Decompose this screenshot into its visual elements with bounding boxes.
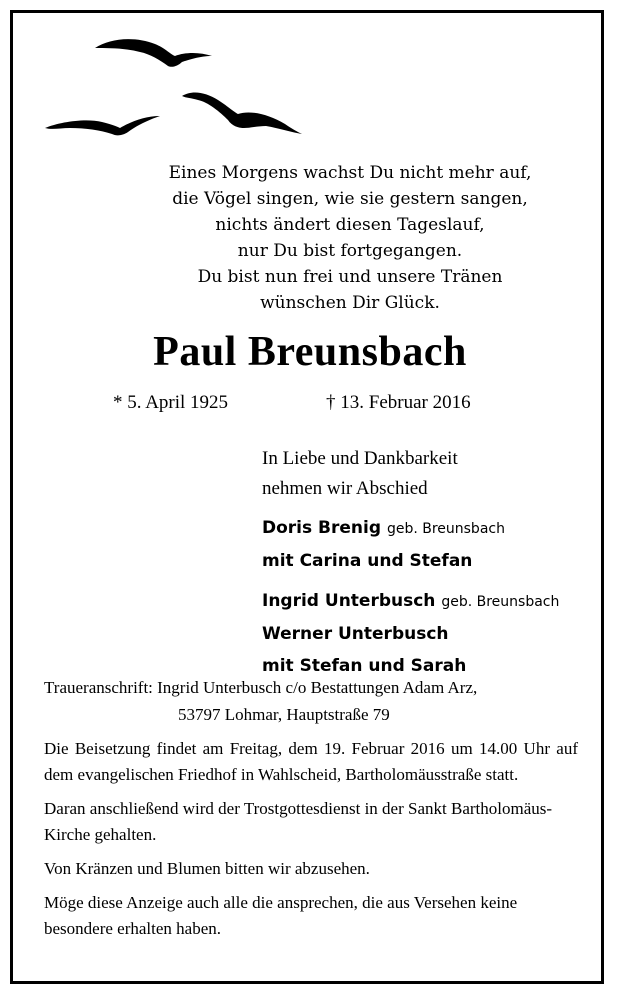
bird-right-icon xyxy=(182,93,302,134)
deceased-name: Paul Breunsbach xyxy=(153,329,467,375)
poem-line: Du bist nun frei und unsere Tränen xyxy=(197,267,503,287)
family-member-line: mit Stefan und Sarah xyxy=(262,656,467,676)
bird-top-icon xyxy=(95,39,212,67)
service-note: Daran anschließend wird der Trostgottesdienst in der Sankt Bartholomäus-Kirche gehalten. xyxy=(44,799,553,844)
family-member-line: mit Carina und Stefan xyxy=(262,551,473,571)
maiden-name: geb. Breunsbach xyxy=(441,594,560,610)
address-line: Traueranschrift: Ingrid Unterbusch c/o Bestattungen Adam Arz, xyxy=(44,678,478,697)
family-group-2 xyxy=(262,585,592,682)
family-member-name: Doris Brenig xyxy=(262,518,382,538)
bird-left-icon xyxy=(45,116,160,135)
poem-line: wünschen Dir Glück. xyxy=(260,293,440,313)
death-date: † 13. Februar 2016 xyxy=(326,392,471,413)
family-name-line xyxy=(262,585,592,618)
birds-illustration xyxy=(40,30,320,150)
family-name-line xyxy=(262,512,592,545)
address-line: 53797 Lohmar, Hauptstraße 79 xyxy=(178,705,390,724)
poem-line: nichts ändert diesen Tageslauf, xyxy=(215,215,485,235)
poem-line: Eines Morgens wachst Du nicht mehr auf, xyxy=(168,163,532,183)
farewell-line: nehmen wir Abschied xyxy=(262,478,428,499)
maiden-name: geb. Breunsbach xyxy=(386,521,505,537)
flowers-note: Von Kränzen und Blumen bitten wir abzusehen. xyxy=(44,859,370,878)
funeral-notes xyxy=(44,736,578,950)
family-member-name: Ingrid Unterbusch xyxy=(262,591,436,611)
farewell-line: In Liebe und Dankbarkeit xyxy=(262,448,458,469)
family-member-line: Werner Unterbusch xyxy=(262,624,449,644)
poem xyxy=(140,160,560,316)
poem-line: die Vögel singen, wie sie gestern sangen, xyxy=(172,189,528,209)
burial-note: Die Beisetzung findet am Freitag, dem 19. Februar 2016 um 14.00 Uhr auf dem evangelischen Friedhof in Wahlscheid, Bartholomäusstraße statt. xyxy=(44,739,578,784)
mourning-address xyxy=(44,674,584,728)
notice-note: Möge diese Anzeige auch alle die ansprechen, die aus Versehen keine besondere erhalten haben. xyxy=(44,893,518,938)
family-section xyxy=(262,444,592,682)
poem-line: nur Du bist fortgegangen. xyxy=(237,241,463,261)
birth-date: * 5. April 1925 xyxy=(113,392,229,413)
family-group-1 xyxy=(262,512,592,577)
